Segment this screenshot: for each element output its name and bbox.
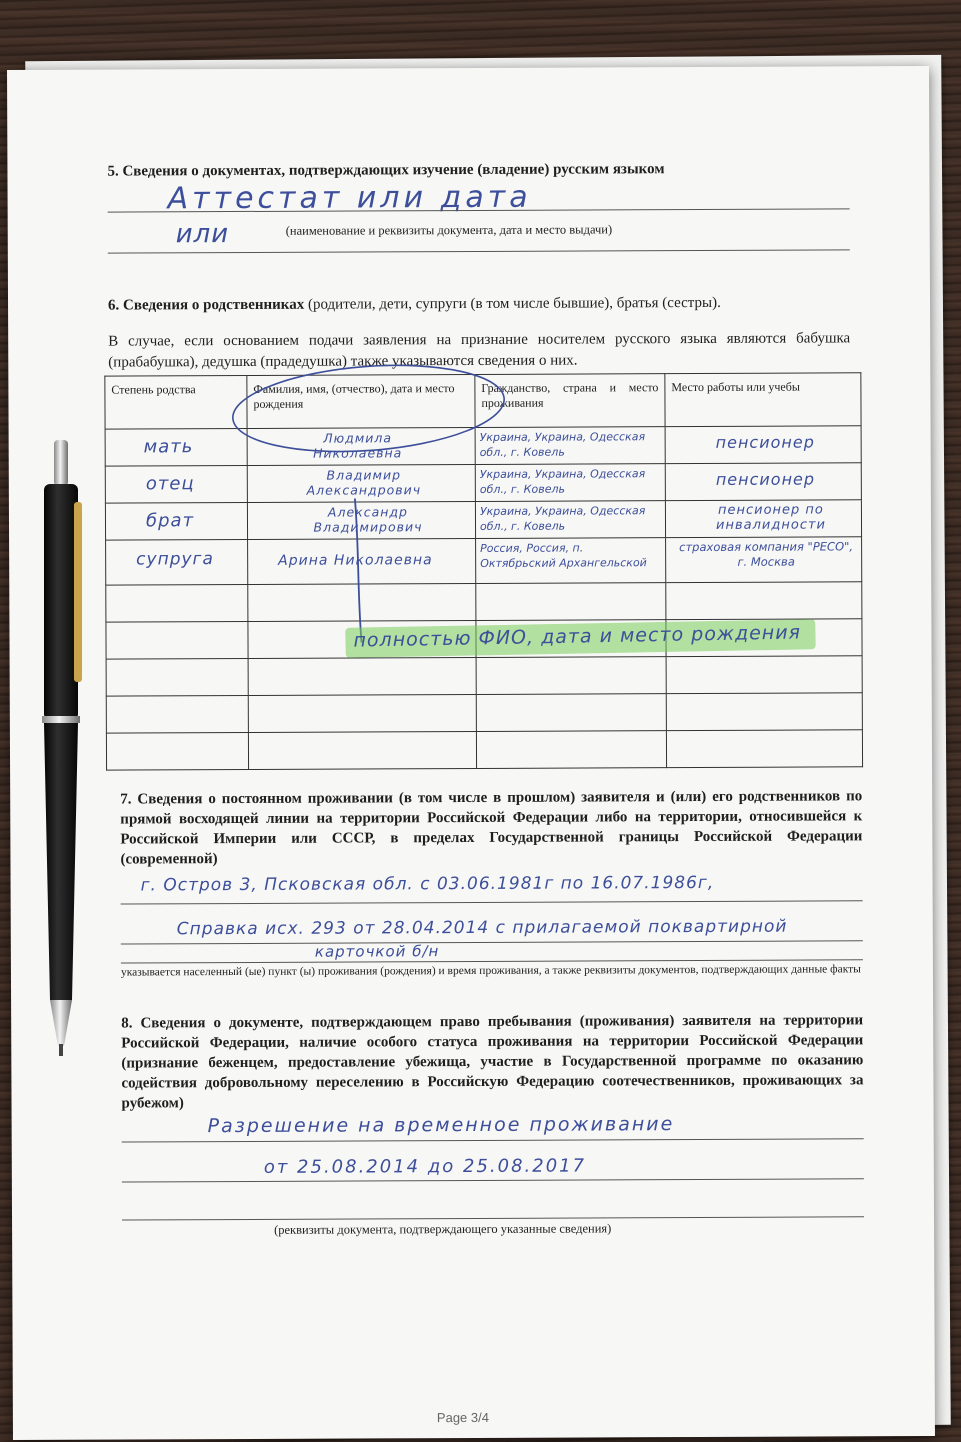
- section5-heading: 5. Сведения о документах, подтверждающих изучение (владение) русским языком: [107, 161, 665, 180]
- section8-heading: 8. Сведения о документе, подтверждающем право пребывания (проживания) заявителя на территории Российской Федерации, наличие особого статуса проживания на территории Российской Федерации (признание беженцем, предоставление убежища, участие в Государственной программе по оказанию содействия добровольному переселению в Российскую Федерацию соотечественников, проживающих за рубежом): [121, 1012, 864, 1112]
- row-citizenship: Украина, Украина, Одесская обл., г. Ковель: [479, 504, 646, 533]
- section7-caption: указывается населенный (ые) пункт (ы) проживания (рождения) и время проживания, а также реквизиты документов, подтверждающих данные факты: [120, 963, 861, 979]
- column-header-name: Фамилия, имя, (отчество), дата и место рождения: [247, 374, 475, 428]
- row-relation: брат: [145, 510, 195, 532]
- column-header-work: Место работы или учебы: [665, 373, 861, 427]
- row-work: пенсионер: [715, 469, 816, 489]
- pen-band: [42, 716, 80, 723]
- section8-caption: (реквизиты документа, подтверждающего указанные сведения): [274, 1221, 612, 1237]
- row-work: страховая компания "РЕСО", г. Москва: [679, 539, 854, 569]
- section7-handwriting-2: Справка исх. 293 от 28.04.2014 с прилагаемой поквартирной: [176, 916, 788, 940]
- section5-caption: (наименование и реквизиты документа, дата и место выдачи): [285, 222, 613, 238]
- section8-handwriting-2: от 25.08.2014 до 25.08.2017: [263, 1155, 587, 1178]
- row-citizenship: Россия, Россия, п. Октябрьский Архангельской: [480, 541, 647, 570]
- section7-handwriting-1: г. Остров 3, Псковская обл. с 03.06.1981г по 16.07.1986г,: [140, 872, 715, 896]
- pen: [38, 440, 88, 1060]
- highlight-note: полностью ФИО, дата и место рождения: [353, 621, 802, 652]
- row-relation: мать: [143, 436, 194, 458]
- pen-body: [44, 723, 78, 1000]
- pen-tip: [50, 1000, 72, 1046]
- column-header-citizenship: Гражданство, страна и место проживания: [475, 374, 665, 428]
- pen-cap: [44, 484, 78, 720]
- section6-heading-rest: (родители, дети, супруги (в том числе бывшие), братья (сестры).: [304, 294, 721, 313]
- section6-note: В случае, если основанием подачи заявления на признание носителем русского языка являются бабушка (прабабушка), дедушка (прадедушка) также указываются сведения о них.: [108, 330, 851, 371]
- row-citizenship: Украина, Украина, Одесская обл., г. Ковель: [479, 430, 646, 459]
- row-name: Александр Владимирович: [313, 504, 423, 535]
- section7-handwriting-3: карточкой б/н: [314, 942, 440, 961]
- section5-handwriting-1: Аттестат или дата: [167, 179, 532, 217]
- section8-handwriting-1: Разрешение на временное проживание: [207, 1113, 675, 1138]
- row-name: Людмила Николаевна: [313, 430, 403, 461]
- row-name: Владимир Александрович: [306, 467, 422, 498]
- row-work: пенсионер по инвалидности: [715, 502, 827, 533]
- row-citizenship: Украина, Украина, Одесская обл., г. Ковель: [479, 467, 646, 496]
- section5-handwriting-2: или: [175, 219, 230, 250]
- annotation-arrow: [355, 498, 362, 642]
- pen-button: [54, 440, 68, 486]
- row-work: пенсионер: [715, 432, 815, 452]
- column-header-relation: Степень родства: [105, 375, 247, 429]
- page-number: Page 3/4: [436, 1409, 489, 1426]
- row-name: Арина Николаевна: [278, 552, 433, 569]
- document-page: [7, 66, 935, 1440]
- pen-clip: [74, 502, 82, 682]
- annotation-circle: [230, 356, 507, 460]
- row-relation: супруга: [136, 549, 214, 570]
- section6-heading-bold: 6. Сведения о родственниках: [108, 296, 305, 314]
- row-relation: отец: [145, 473, 195, 495]
- pen-point: [59, 1044, 63, 1056]
- section7-heading: 7. Сведения о постоянном проживании (в том числе в прошлом) заявителя и (или) его родственников по прямой восходящей линии на территории Российской Федерации либо на территории, относившейся к Российской Империи или СССР, в пределах Государственной границы Российской Федерации (современной): [120, 788, 863, 868]
